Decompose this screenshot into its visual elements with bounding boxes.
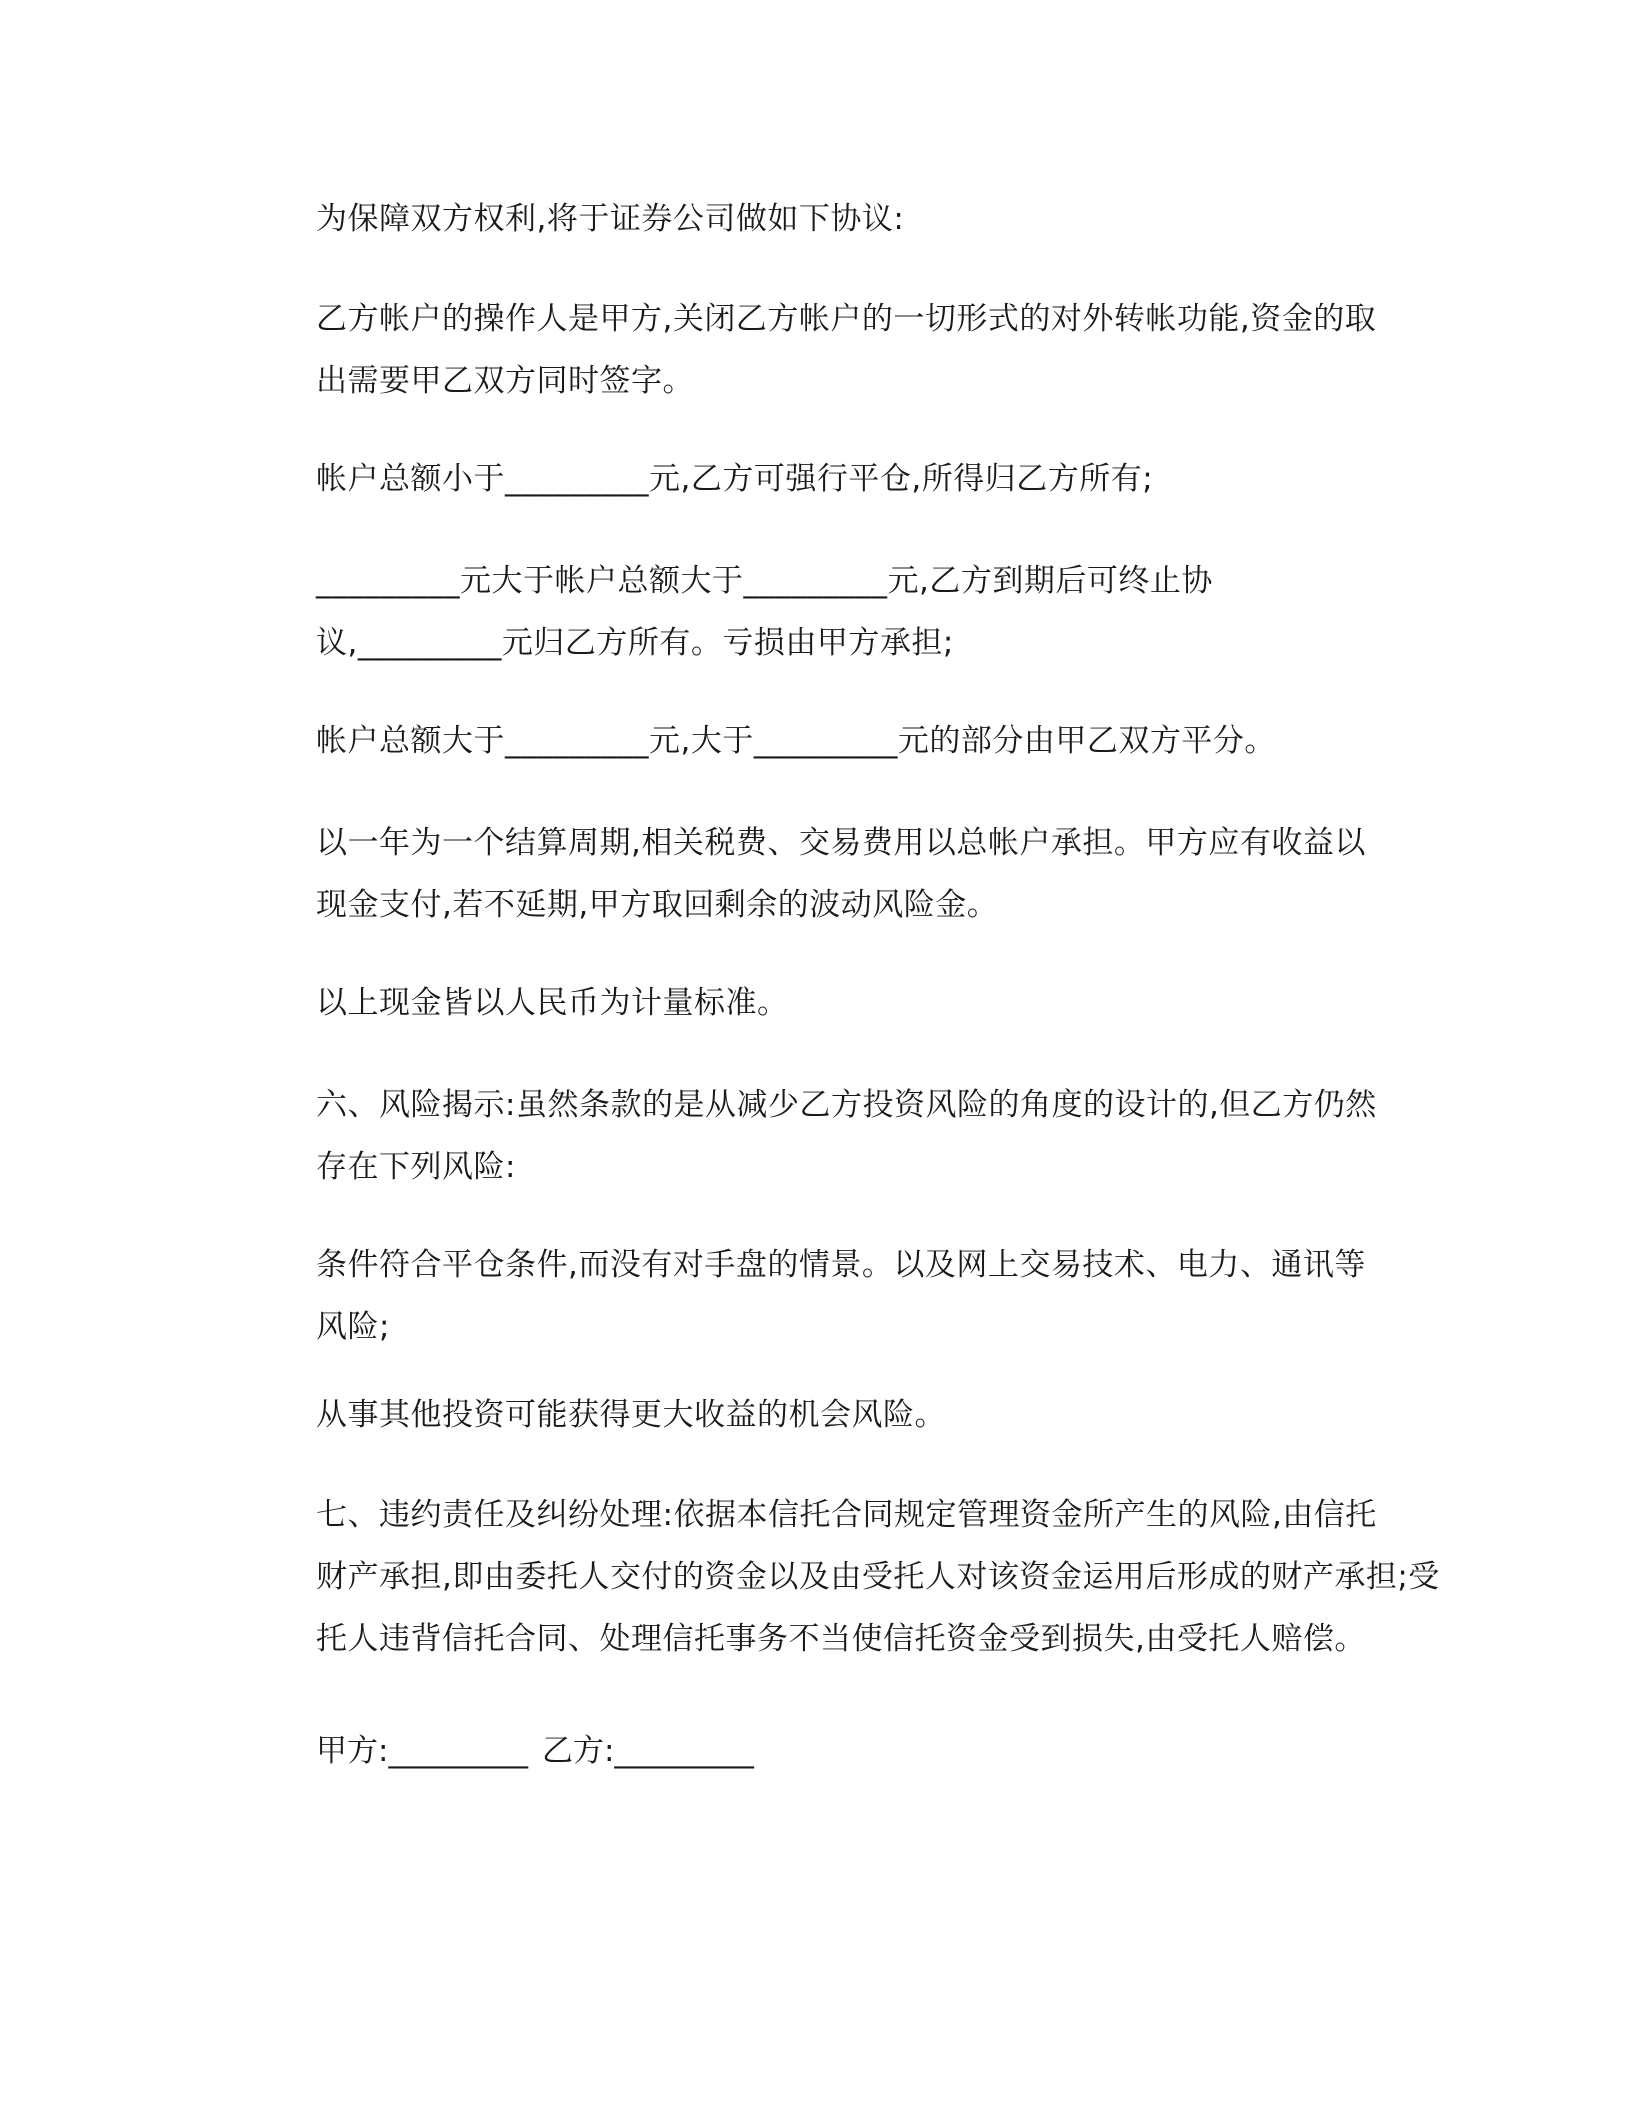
paragraph-line: 帐户总额大于_________元,大于_________元的部分由甲乙双方平分。 bbox=[316, 723, 1276, 759]
paragraph-line: 帐户总额小于_________元,乙方可强行平仓,所得归乙方所有; bbox=[316, 461, 1154, 497]
paragraph-line: 以上现金皆以人民币为计量标准。 bbox=[316, 985, 789, 1021]
paragraph-line: 托人违背信托合同、处理信托事务不当使信托资金受到损失,由受托人赔偿。 bbox=[316, 1621, 1366, 1657]
paragraph-line: 六、风险揭示:虽然条款的是从减少乙方投资风险的角度的设计的,但乙方仍然 bbox=[316, 1087, 1377, 1123]
paragraph-risk-disclosure bbox=[240, 1074, 1380, 1198]
paragraph-line: 乙方帐户的操作人是甲方,关闭乙方帐户的一切形式的对外转帐功能,资金的取 bbox=[316, 301, 1377, 337]
paragraph-intro bbox=[240, 188, 1380, 250]
paragraph-line: 以一年为一个结算周期,相关税费、交易费用以总帐户承担。甲方应有收益以 bbox=[316, 825, 1366, 861]
paragraph-line: 财产承担,即由委托人交付的资金以及由受托人对该资金运用后形成的财产承担;受 bbox=[316, 1559, 1440, 1595]
party-a-signature: 甲方:_________ bbox=[316, 1733, 528, 1769]
party-b-signature: 乙方:_________ bbox=[541, 1733, 754, 1769]
paragraph-forced-liquidation bbox=[240, 448, 1380, 510]
paragraph-line: 现金支付,若不延期,甲方取回剩余的波动风险金。 bbox=[316, 887, 999, 923]
paragraph-profit-split bbox=[240, 710, 1380, 772]
paragraph-liability bbox=[240, 1484, 1440, 1670]
paragraph-line: 从事其他投资可能获得更大收益的机会风险。 bbox=[316, 1397, 946, 1433]
paragraph-line: 七、违约责任及纠纷处理:依据本信托合同规定管理资金所产生的风险,由信托 bbox=[316, 1497, 1377, 1533]
signature-block bbox=[316, 1720, 754, 1782]
paragraph-line: 为保障双方权利,将于证券公司做如下协议: bbox=[316, 201, 905, 237]
paragraph-line: 议,_________元归乙方所有。亏损由甲方承担; bbox=[316, 625, 954, 661]
paragraph-line: 出需要甲乙双方同时签字。 bbox=[316, 363, 694, 399]
paragraph-line: 风险; bbox=[316, 1309, 390, 1345]
paragraph-line: 条件符合平仓条件,而没有对手盘的情景。以及网上交易技术、电力、通讯等 bbox=[316, 1247, 1366, 1283]
paragraph-currency bbox=[240, 972, 1380, 1034]
paragraph-settlement-period bbox=[240, 812, 1380, 936]
paragraph-line: 存在下列风险: bbox=[316, 1149, 516, 1185]
paragraph-termination bbox=[240, 550, 1380, 674]
paragraph-liquidity-risk bbox=[240, 1234, 1380, 1358]
paragraph-opportunity-risk bbox=[240, 1384, 1380, 1446]
paragraph-line: _________元大于帐户总额大于_________元,乙方到期后可终止协 bbox=[316, 563, 1213, 599]
paragraph-account-operator bbox=[240, 288, 1380, 412]
